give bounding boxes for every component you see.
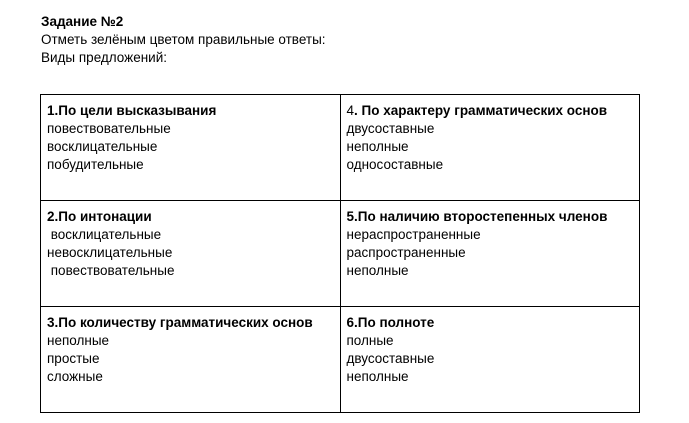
cell-number: 1. bbox=[47, 103, 59, 118]
cell-basis-count bbox=[41, 307, 341, 413]
cell-title bbox=[347, 102, 634, 120]
cell-title bbox=[47, 314, 334, 332]
cell-heading: . По характеру грамматических основ bbox=[354, 103, 608, 118]
cell-number: 5. bbox=[346, 209, 358, 224]
answer-option[interactable]: восклицательные bbox=[47, 227, 162, 242]
cell-number: 4 bbox=[346, 103, 355, 118]
cell-heading: По полноте bbox=[357, 315, 435, 330]
answer-option[interactable]: двусоставные bbox=[346, 121, 435, 136]
cell-title bbox=[47, 102, 334, 120]
answer-option[interactable]: неполные bbox=[346, 369, 409, 384]
cell-number: 6. bbox=[346, 315, 358, 330]
answer-option[interactable]: неполные bbox=[346, 263, 409, 278]
cell-number: 2. bbox=[47, 209, 59, 224]
cell-heading: По интонации bbox=[58, 209, 152, 224]
answer-option[interactable]: невосклицательные bbox=[47, 245, 173, 260]
cell-secondary-members bbox=[340, 201, 640, 307]
cell-completeness bbox=[340, 307, 640, 413]
answer-option[interactable]: побудительные bbox=[47, 157, 144, 172]
answer-option[interactable]: односоставные bbox=[346, 157, 444, 172]
answer-option[interactable]: повествовательные bbox=[47, 121, 171, 136]
answer-option[interactable]: восклицательные bbox=[47, 139, 158, 154]
answer-option[interactable]: неполные bbox=[47, 333, 110, 348]
answer-option[interactable]: сложные bbox=[47, 369, 103, 384]
cell-heading: По количеству грамматических основ bbox=[58, 315, 313, 330]
cell-number: 3. bbox=[47, 315, 59, 330]
cell-title bbox=[47, 208, 334, 226]
answer-option[interactable]: простые bbox=[47, 351, 100, 366]
cell-title bbox=[347, 208, 634, 226]
answer-option[interactable]: повествовательные bbox=[47, 263, 175, 278]
sentence-types-table bbox=[40, 94, 640, 413]
task-subtitle: Виды предложений: bbox=[41, 50, 167, 65]
answer-option[interactable]: распространенные bbox=[346, 245, 466, 260]
cell-title bbox=[347, 314, 634, 332]
answer-option[interactable]: нераспространенные bbox=[346, 227, 481, 242]
answer-option[interactable]: неполные bbox=[346, 139, 409, 154]
cell-heading: По наличию второстепенных членов bbox=[357, 209, 608, 224]
answer-option[interactable]: двусоставные bbox=[346, 351, 435, 366]
answer-option[interactable]: полные bbox=[346, 333, 394, 348]
task-instruction: Отметь зелёным цветом правильные ответы: bbox=[41, 32, 326, 47]
task-header bbox=[41, 13, 326, 67]
cell-heading: По цели высказывания bbox=[58, 103, 217, 118]
cell-grammatical-basis bbox=[340, 95, 640, 201]
task-title: Задание №2 bbox=[41, 14, 124, 29]
cell-purpose bbox=[41, 95, 341, 201]
cell-intonation bbox=[41, 201, 341, 307]
